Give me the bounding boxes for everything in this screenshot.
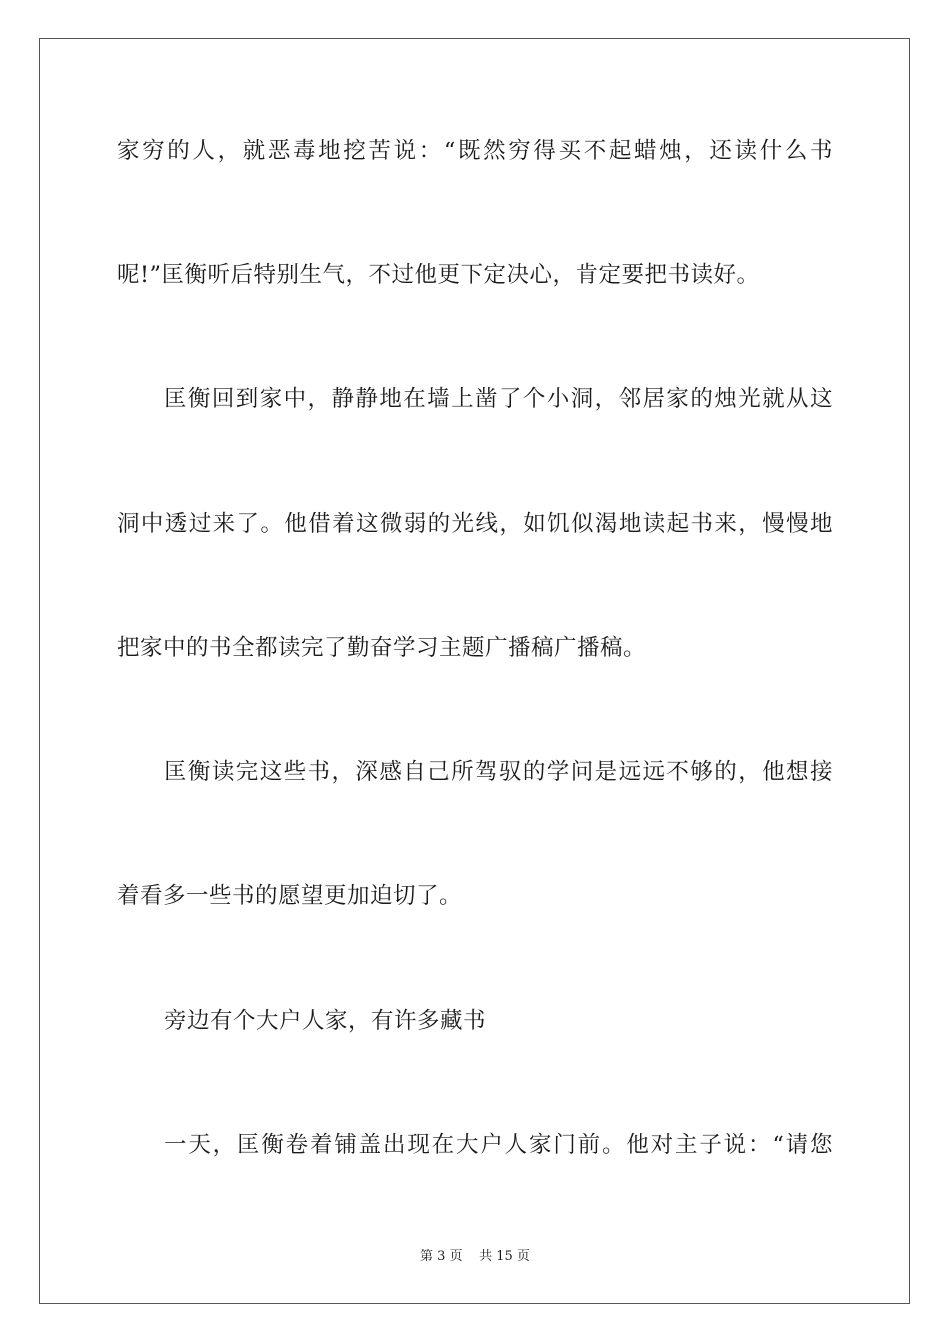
- text-line-3: 匡衡回到家中，静静地在墙上凿了个小洞，邻居家的烛光就从这: [164, 386, 833, 412]
- page-total: 共 15 页: [479, 1249, 530, 1264]
- text-line-5: 把家中的书全都读完了勤奋学习主题广播稿广播稿。: [117, 635, 647, 661]
- text-line-1: 家穷的人，就恶毒地挖苦说：“既然穷得买不起蜡烛，还读什么书: [117, 138, 833, 164]
- text-line-6: 匡衡读完这些书，深感自己所驾驭的学问是远远不够的，他想接: [164, 759, 833, 785]
- text-line-2: 呢!”匡衡听后特别生气，不过他更下定决心，肯定要把书读好。: [117, 262, 760, 288]
- text-line-7: 着看多一些书的愿望更加迫切了。: [117, 883, 463, 909]
- text-line-8: 旁边有个大户人家，有许多藏书: [164, 1008, 487, 1034]
- page-footer: [0, 1248, 950, 1266]
- page-number: 第 3 页: [420, 1249, 463, 1264]
- text-line-9: 一天，匡衡卷着铺盖出现在大户人家门前。他对主子说：“请您: [164, 1132, 833, 1158]
- page-border: [39, 38, 910, 1304]
- text-line-4: 洞中透过来了。他借着这微弱的光线，如饥似渴地读起书来，慢慢地: [117, 511, 833, 537]
